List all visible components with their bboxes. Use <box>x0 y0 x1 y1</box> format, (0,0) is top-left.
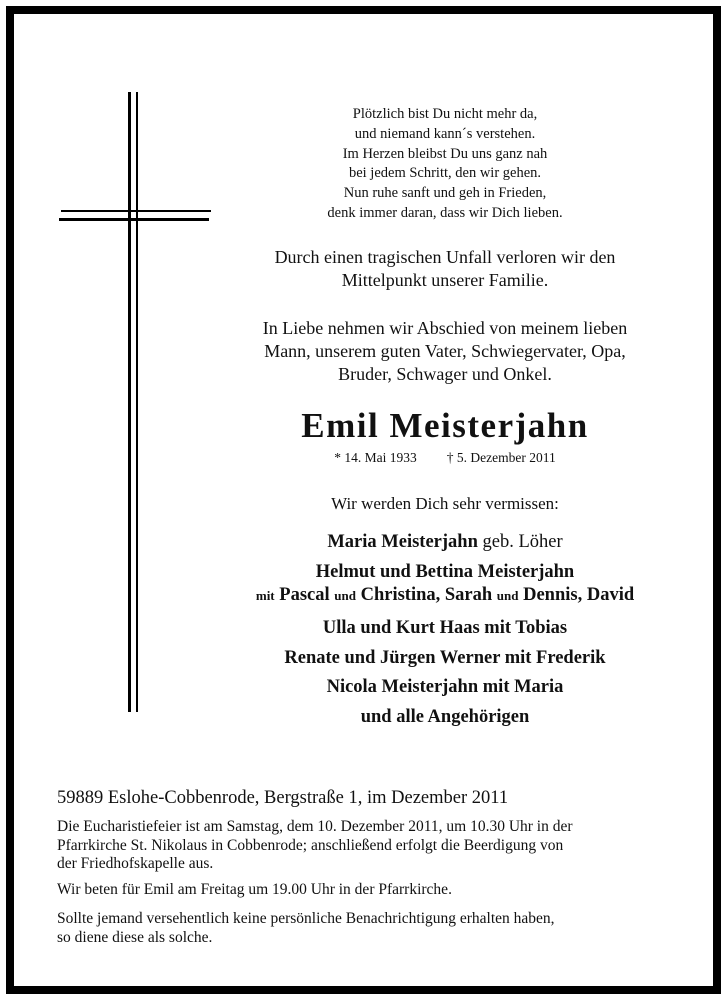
family-name: Dennis, David <box>518 585 635 606</box>
family-line: und alle Angehörigen <box>360 706 530 727</box>
miss-text: Wir werden Dich sehr vermissen: <box>331 494 559 513</box>
intro-line: In Liebe nehmen wir Abschied von meinem lieben <box>262 318 628 338</box>
poem-line: Nun ruhe sanft und geh in Frieden, <box>343 185 547 202</box>
intro-farewell <box>200 317 690 386</box>
family-line <box>200 528 690 558</box>
service-line: Die Eucharistiefeier ist am Samstag, dem 10. Dezember 2011, um 10.30 Uhr in der <box>57 818 573 835</box>
family-line: Helmut und Bettina Meisterjahn <box>315 561 575 582</box>
poem-line: denk immer daran, dass wir Dich lieben. <box>327 204 563 221</box>
service-line: Pfarrkirche St. Nikolaus in Cobbenrode; anschließend erfolgt die Beerdigung von <box>57 836 564 854</box>
poem-line: bei jedem Schritt, den wir gehen. <box>348 165 542 182</box>
death-date: † 5. Dezember 2011 <box>446 450 556 465</box>
life-dates <box>200 450 690 466</box>
conjunction: und <box>496 588 519 604</box>
intro-line: Mittelpunkt unserer Familie. <box>341 270 549 290</box>
poem <box>200 105 690 224</box>
family-line: Renate und Jürgen Werner mit Frederik <box>284 647 606 668</box>
conjunction: mit <box>255 588 275 604</box>
service-line: der Friedhofskapelle aus. <box>57 855 214 872</box>
family-line: Ulla und Kurt Haas mit Tobias <box>322 618 568 639</box>
poem-line: Im Herzen bleibst Du uns ganz nah <box>342 145 548 162</box>
family-name: Pascal <box>274 585 335 606</box>
birth-date: * 14. Mai 1933 <box>334 450 417 465</box>
family-name: Christina, Sarah <box>355 585 497 606</box>
address-line: 59889 Eslohe-Cobbenrode, Bergstraße 1, im Dezember 2011 <box>57 788 509 808</box>
notice-info <box>57 910 697 947</box>
deceased-name: Emil Meisterjahn <box>301 406 589 445</box>
service-info <box>57 818 697 874</box>
conjunction: und <box>334 588 356 604</box>
intro-line: Mann, unserem guten Vater, Schwiegervater, Opa, <box>264 341 626 361</box>
intro-line: Durch einen tragischen Unfall verloren wir den <box>274 247 616 267</box>
intro-line: Bruder, Schwager und Onkel. <box>338 364 552 384</box>
family-list <box>200 528 690 733</box>
poem-line: Plötzlich bist Du nicht mehr da, <box>352 106 538 122</box>
prayer-info: Wir beten für Emil am Freitag um 19.00 Uhr in der Pfarrkirche. <box>57 881 452 898</box>
family-line <box>200 585 690 606</box>
notice-line: Sollte jemand versehentlich keine persönliche Benachrichtigung erhalten haben, <box>57 910 555 927</box>
intro-accident <box>200 246 690 292</box>
maiden-name: geb. Löher <box>477 532 563 552</box>
family-line: Nicola Meisterjahn mit Maria <box>326 677 564 698</box>
family-name: Maria Meisterjahn <box>327 532 478 552</box>
notice-line: so diene diese als solche. <box>57 928 213 946</box>
poem-line: und niemand kann´s verstehen. <box>354 125 536 142</box>
